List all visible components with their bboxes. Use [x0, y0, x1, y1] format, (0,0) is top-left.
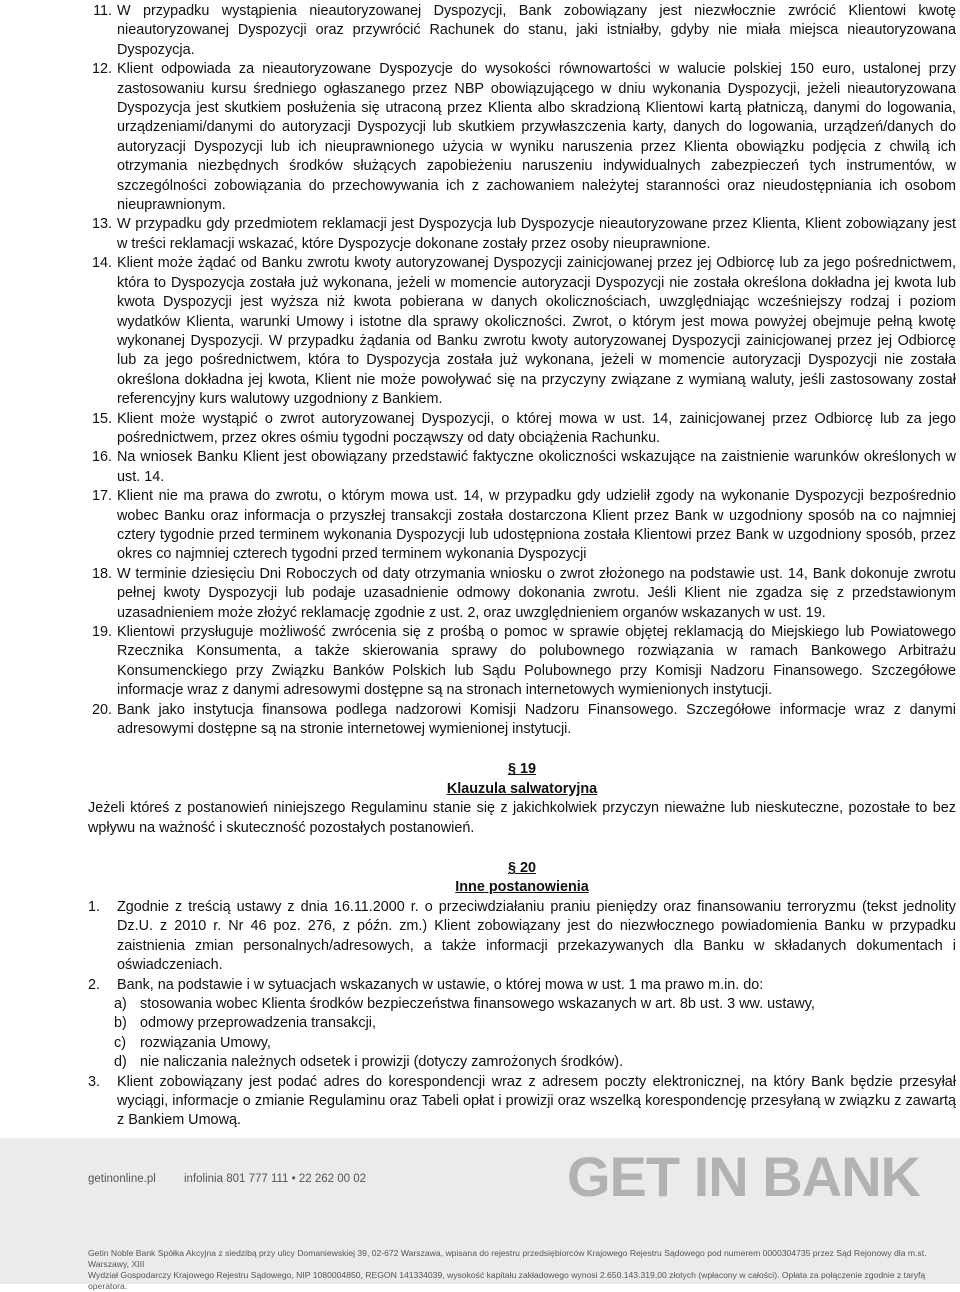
footer-legal-text: [88, 1248, 948, 1292]
sub-list-item: [88, 1014, 956, 1033]
item-text: W terminie dziesięciu Dni Roboczych od daty otrzymania wniosku o zwrot złożonego na podstawie ust. 14, Bank dokonuje zwrotu pełnej kwoty Dyspozycji lub podaje uzasadnienie odmowy dokonania zwrotu. Jeśli Klient nie zgadza się z przedstawionym uzasadnieniem może złożyć reklamację zgodnie z ust. 2, oraz uwzględnieniem organów wskazanych w ust. 19.: [117, 565, 956, 621]
item-text: Klient odpowiada za nieautoryzowane Dyspozycje do wysokości równowartości w walucie polskiej 150 euro, ustalonej przy zastosowaniu kursu średniego ogłaszanego przez NBP obowiązującego w dniu wykonania Dyspozycji, jeżeli nieautoryzowana Dyspozycja jest skutkiem posłużenia się utraconą przez Klienta albo skradzioną Klientowi kartą płatniczą, danymi do logowania, urządzeniami/danymi do autoryzacji Dyspozycji lub skutkiem przywłaszczenia karty, danych do logowania, urządzeń/danych do autoryzacji Dyspozycji lub ich nieuprawnionego użycia w wyniku naruszenia przez Klienta obowiązku podjęcia z chwilą ich otrzymania niezbędnych środków służących zapobieżeniu naruszeniu indywidualnych zabezpieczeń tych instrumentów, w szczególności zobowiązania do przechowywania ich z zachowaniem należytej staranności oraz nieudostępniania ich osobom nieuprawnionym.: [117, 61, 956, 214]
section-20-number: § 20: [507, 860, 536, 877]
list-item: [88, 60, 956, 215]
item-number: 19.: [91, 624, 112, 640]
section-19-number: § 19: [507, 761, 536, 778]
footer-website-link[interactable]: getinonline.pl: [88, 1173, 156, 1185]
list-item: [88, 2, 956, 60]
item-text: Klient może wystąpić o zwrot autoryzowanej Dyspozycji, o której mowa w ust. 14, zainicjowanej przez Odbiorcę lub za jego pośrednictwem, przez okres ośmiu tygodni począwszy od daty obciążenia Rachunku.: [117, 410, 956, 446]
footer-hotline: infolinia 801 777 111 • 22 262 00 02: [184, 1173, 367, 1185]
item-text: Zgodnie z treścią ustawy z dnia 16.11.2000 r. o przeciwdziałaniu praniu pieniędzy oraz finansowaniu terroryzmu (tekst jednolity Dz.U. z 2010 r. Nr 46 poz. 276, z późn. zm.) Klient zobowiązany jest do niezwłocznego powiadomienia Banku w przypadku zaistnienia zmian personalnych/adresowych, a także informacji przekazywanych dla Banku w składanych dokumentach i oświadczeniach.: [117, 898, 956, 974]
item-text: W przypadku gdy przedmiotem reklamacji jest Dyspozycja lub Dyspozycje nieautoryzowane przez Klienta, Klient zobowiązany jest w treści reklamacji wskazać, które Dyspozycje dokonane zostały przez osoby nieuprawnione.: [117, 216, 956, 252]
item-number: 15.: [91, 410, 112, 427]
list-item: [88, 448, 956, 487]
sub-list-item: [88, 1053, 956, 1072]
item-number: 20.: [91, 701, 112, 718]
list-item: [88, 701, 956, 740]
sub-item-letter: c): [114, 1034, 126, 1051]
sub-item-letter: b): [114, 1015, 127, 1032]
section-19-text: Jeżeli któreś z postanowień niniejszego Regulaminu stanie się z jakichkolwiek przyczyn nieważne lub nieskuteczne, pozostałe to bez wpływu na ważność i skuteczność pozostałych postanowień.: [88, 800, 956, 836]
page-footer: [0, 1138, 960, 1291]
list-item: [88, 215, 956, 254]
section-19-title: Klauzula salwatoryjna: [446, 780, 598, 797]
item-text: Klient może żądać od Banku zwrotu kwoty autoryzowanej Dyspozycji zainicjowanej przez jej Odbiorcę lub za jego pośrednictwem, która to Dyspozycja została już wykonana, jeżeli w momencie autoryzacji Dyspozycji nie została określona dokładna jej kwota lub kwota Dyspozycji jest wyższa niż kwota pobierana w danych okolicznościach, uwzględniając wcześniejszy rodzaj i poziom wydatków Klienta, warunki Umowy i istotne dla sprawy okoliczności. Zwrot, o którym jest mowa powyżej obejmuje pełną kwotę wykonanej Dyspozycji. W przypadku żądania od Banku zwrotu kwoty autoryzowanej Dyspozycji zainicjowanej przez jej Odbiorcę lub za jego pośrednictwem, która to Dyspozycja została już wykonana, jeżeli w momencie autoryzacji Dyspozycji nie została określona dokładna jej kwota, Klient nie może powoływać się na przyczyny związane z wymianą waluty, jeśli zastosowany został referencyjny kurs walutowy uzgodniony z Bankiem.: [117, 255, 956, 408]
sub-item-text: odmowy przeprowadzenia transakcji,: [140, 1015, 376, 1032]
item-text: Klient nie ma prawa do zwrotu, o którym mowa ust. 14, w przypadku gdy udzielił zgody na wykonanie Dyspozycji bezpośrednio wobec Banku oraz informacja o przyszłej transakcji została dostarczona Klient przez Bank w uzgodniony sposób na co najmniej cztery tygodnie przed terminem wykonania Dyspozycji lub udostępniona została Klientowi przez Bank w uzgodniony sposób, przez okres co najmniej czterech tygodni przed terminem wykonania Dyspozycji: [117, 488, 956, 563]
sub-item-letter: a): [114, 995, 127, 1012]
list-item: [88, 487, 956, 565]
sub-list-item: [88, 995, 956, 1014]
list-item: [88, 976, 956, 995]
list-item: [88, 623, 956, 701]
item-number: 13.: [91, 216, 112, 233]
list-item: [88, 565, 956, 623]
list-item: [88, 410, 956, 449]
item-text: W przypadku wystąpienia nieautoryzowanej Dyspozycji, Bank zobowiązany jest niezwłocznie zwrócić Klientowi kwotę nieautoryzowanej Dyspozycji oraz przywrócić Rachunek do stanu, jaki istniałby, gdyby nie miała miejsca nieautoryzowana Dyspozycja.: [117, 3, 956, 58]
item-number: 3.: [88, 1073, 101, 1090]
sub-item-text: nie naliczania należnych odsetek i prowizji (dotyczy zamrożonych środków).: [140, 1054, 624, 1071]
document-content: [88, 2, 956, 1131]
item-text: Bank jako instytucja finansowa podlega nadzorowi Komisji Nadzoru Finansowego. Szczegółowe informacje wraz z danymi adresowymi dostępne są na stronie internetowej wymienionej instytucji.: [117, 701, 956, 738]
sub-item-text: rozwiązania Umowy,: [140, 1034, 271, 1051]
item-number: 18.: [91, 565, 112, 582]
item-text: Bank, na podstawie i w sytuacjach wskazanych w ustawie, o której mowa w ust. 1 ma prawo m.in. do:: [117, 976, 764, 993]
footer-legal-line: Wydział Gospodarczy Krajowego Rejestru Sądowego, NIP 1080004850, REGON 141334039, wysokość kapitału zakładowego wynosi 2.650.143.319,00 złotych (wpłacony w całości). Opłata za połączenie zgodnie z taryfą operatora.: [88, 1270, 926, 1291]
bank-logo: GET IN BANK: [567, 1145, 920, 1208]
item-text: Klientowi przysługuje możliwość zwrócenia się z prośbą o pomoc w sprawie objętej reklamacją do Miejskiego lub Powiatowego Rzecznika Konsumenta, a także skierowania sprawy do polubownego rozwiązania w ramach Bankowego Arbitrażu Konsumenckiego przy Związku Banków Polskich lub Sądu Polubownego przy Komisji Nadzoru Finansowego. Szczegółowe informacje wraz z danymi adresowymi dostępne są na stronach internetowych wymienionych instytucji.: [117, 624, 956, 699]
item-text: Na wniosek Banku Klient jest obowiązany przedstawić faktyczne okoliczności wskazujące na zaistnienie warunków określonych w ust. 14.: [117, 449, 956, 485]
sub-list-item: [88, 1034, 956, 1053]
item-number: 16.: [91, 449, 112, 466]
item-number: 12.: [91, 61, 112, 78]
item-number: 17.: [91, 488, 112, 505]
item-number: 2.: [88, 976, 101, 993]
item-text: Klient zobowiązany jest podać adres do korespondencji wraz z adresem poczty elektronicznej, na który Bank będzie przesyłał wyciągi, informacje o zmianie Regulaminu oraz Tabeli opłat i prowizji oraz wszelką korespondencję przesyłaną w związku z zawartą z Bankiem Umową.: [117, 1073, 956, 1129]
item-number: 14.: [91, 255, 112, 272]
list-item: [88, 1073, 956, 1131]
footer-legal-line: Getin Noble Bank Spółka Akcyjna z siedzibą przy ulicy Domaniewskiej 39, 02-672 Warszawa, wpisana do rejestru przedsiębiorców Krajowego Rejestru Sądowego pod numerem 0000304735 przez Sąd Rejonowy dla m.st. Warszawy, XIII: [88, 1248, 927, 1269]
section-20-title: Inne postanowienia: [455, 879, 589, 896]
item-number: 1.: [88, 898, 101, 915]
sub-item-text: stosowania wobec Klienta środków bezpieczeństwa finansowego wskazanych w art. 8b ust. 3 ww. ustawy,: [140, 995, 815, 1012]
item-number: 11.: [93, 3, 112, 19]
list-item: [88, 898, 956, 976]
list-item: [88, 254, 956, 409]
sub-item-letter: d): [114, 1054, 127, 1071]
